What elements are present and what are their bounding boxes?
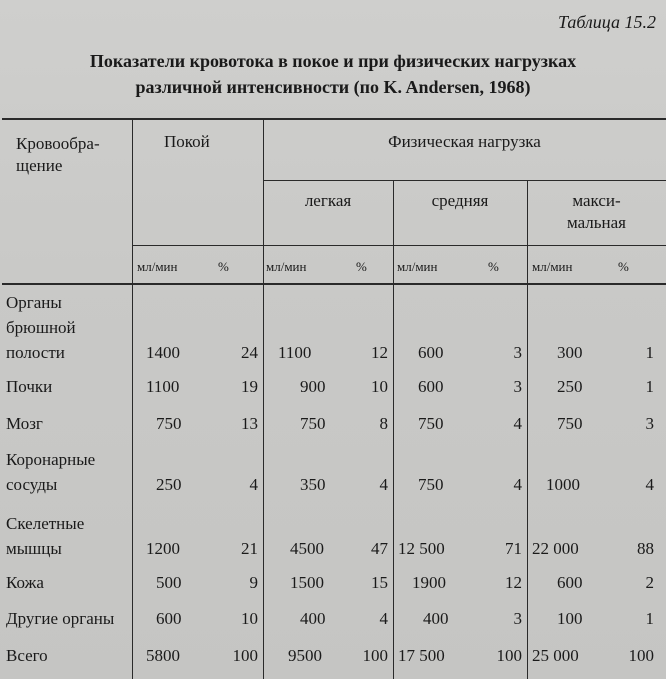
caption-line-1: Показатели кровотока в покое и при физических нагрузках — [89, 51, 577, 71]
unit-flow-rest: мл/мин — [137, 259, 178, 274]
organ-label: Всего — [6, 646, 48, 665]
max-flow: 25 000 — [532, 646, 579, 665]
unit-flow-medium: мл/мин — [397, 259, 438, 274]
max-flow: 600 — [557, 573, 583, 592]
max-pct: 1 — [645, 377, 654, 396]
rest-pct: 13 — [241, 414, 258, 433]
medium-pct: 100 — [496, 646, 522, 665]
unit-pct-max: % — [618, 259, 629, 274]
header-medium: средняя — [431, 191, 489, 210]
top-rule — [2, 118, 666, 120]
unit-pct-medium: % — [488, 259, 499, 274]
col-divider-1 — [132, 118, 133, 679]
col-divider-3 — [393, 180, 394, 679]
medium-flow: 600 — [418, 377, 444, 396]
medium-pct: 3 — [513, 609, 522, 628]
max-pct: 1 — [645, 343, 654, 362]
medium-pct: 4 — [513, 414, 522, 433]
light-pct: 12 — [371, 343, 388, 362]
header-max-1: макси- — [572, 191, 621, 210]
max-pct: 88 — [637, 539, 654, 558]
col-divider-4 — [527, 180, 528, 679]
unit-flow-light: мл/мин — [266, 259, 307, 274]
rest-flow: 1100 — [146, 377, 180, 396]
max-flow: 250 — [557, 377, 583, 396]
unit-pct-rest: % — [218, 259, 229, 274]
medium-flow: 600 — [418, 343, 444, 362]
medium-flow: 12 500 — [398, 539, 445, 558]
header-exercise: Физическая нагрузка — [388, 132, 541, 151]
rest-pct: 9 — [249, 573, 258, 592]
organ-label: Скелетные — [6, 514, 85, 533]
rest-pct: 24 — [241, 343, 258, 362]
header-circulation-2: щение — [16, 156, 63, 175]
light-flow: 750 — [300, 414, 326, 433]
medium-pct: 71 — [505, 539, 522, 558]
table-caption — [0, 48, 666, 100]
rest-flow: 750 — [156, 414, 182, 433]
light-pct: 4 — [379, 609, 388, 628]
organ-label: сосуды — [6, 475, 58, 494]
light-pct: 100 — [362, 646, 388, 665]
light-flow: 1100 — [278, 343, 312, 362]
light-flow: 900 — [300, 377, 326, 396]
rest-pct: 10 — [241, 609, 258, 628]
light-pct: 47 — [371, 539, 388, 558]
medium-pct: 4 — [513, 475, 522, 494]
header-rest: Покой — [164, 132, 210, 151]
light-flow: 350 — [300, 475, 326, 494]
max-flow: 1000 — [546, 475, 580, 494]
rest-pct: 100 — [232, 646, 258, 665]
unit-flow-max: мл/мин — [532, 259, 573, 274]
rest-pct: 19 — [241, 377, 258, 396]
max-pct: 100 — [628, 646, 654, 665]
caption-line-2: различной интенсивности (по K. Andersen, 1968) — [135, 77, 531, 97]
organ-label: Органы — [6, 293, 62, 312]
medium-pct: 3 — [513, 377, 522, 396]
medium-flow: 750 — [418, 414, 444, 433]
header-max-2: мальная — [566, 213, 627, 232]
organ-label: Коронарные — [6, 450, 96, 469]
organ-label: Почки — [6, 377, 53, 396]
max-flow: 300 — [557, 343, 583, 362]
organ-label: Кожа — [6, 573, 44, 592]
max-flow: 100 — [557, 609, 583, 628]
rest-pct: 21 — [241, 539, 258, 558]
max-pct: 2 — [645, 573, 654, 592]
medium-flow: 1900 — [412, 573, 446, 592]
light-pct: 10 — [371, 377, 388, 396]
medium-pct: 12 — [505, 573, 522, 592]
organ-label: Другие органы — [6, 609, 115, 628]
medium-flow: 400 — [423, 609, 449, 628]
light-flow: 400 — [300, 609, 326, 628]
rest-flow: 1400 — [146, 343, 180, 362]
header-bottom-rule — [2, 283, 666, 285]
max-flow: 750 — [557, 414, 583, 433]
light-flow: 4500 — [290, 539, 324, 558]
exercise-subheader-rule — [263, 180, 666, 181]
organ-label: полости — [6, 343, 65, 362]
max-pct: 4 — [645, 475, 654, 494]
header-light: легкая — [304, 191, 352, 210]
max-pct: 3 — [645, 414, 654, 433]
light-pct: 4 — [379, 475, 388, 494]
header-circulation-1: Кровообра- — [16, 134, 100, 153]
light-flow: 9500 — [288, 646, 322, 665]
max-flow: 22 000 — [532, 539, 579, 558]
unit-pct-light: % — [356, 259, 367, 274]
rest-pct: 4 — [249, 475, 258, 494]
medium-flow: 750 — [418, 475, 444, 494]
rest-flow: 500 — [156, 573, 182, 592]
organ-label: Мозг — [6, 414, 43, 433]
table-number: Таблица 15.2 — [557, 12, 656, 32]
medium-pct: 3 — [513, 343, 522, 362]
organ-label: мышцы — [6, 539, 62, 558]
rest-flow: 5800 — [146, 646, 180, 665]
max-pct: 1 — [645, 609, 654, 628]
organ-label: брюшной — [6, 318, 76, 337]
light-flow: 1500 — [290, 573, 324, 592]
rest-flow: 1200 — [146, 539, 180, 558]
unit-rule — [132, 245, 666, 246]
medium-flow: 17 500 — [398, 646, 445, 665]
rest-flow: 250 — [156, 475, 182, 494]
rest-flow: 600 — [156, 609, 182, 628]
light-pct: 8 — [379, 414, 388, 433]
light-pct: 15 — [371, 573, 388, 592]
